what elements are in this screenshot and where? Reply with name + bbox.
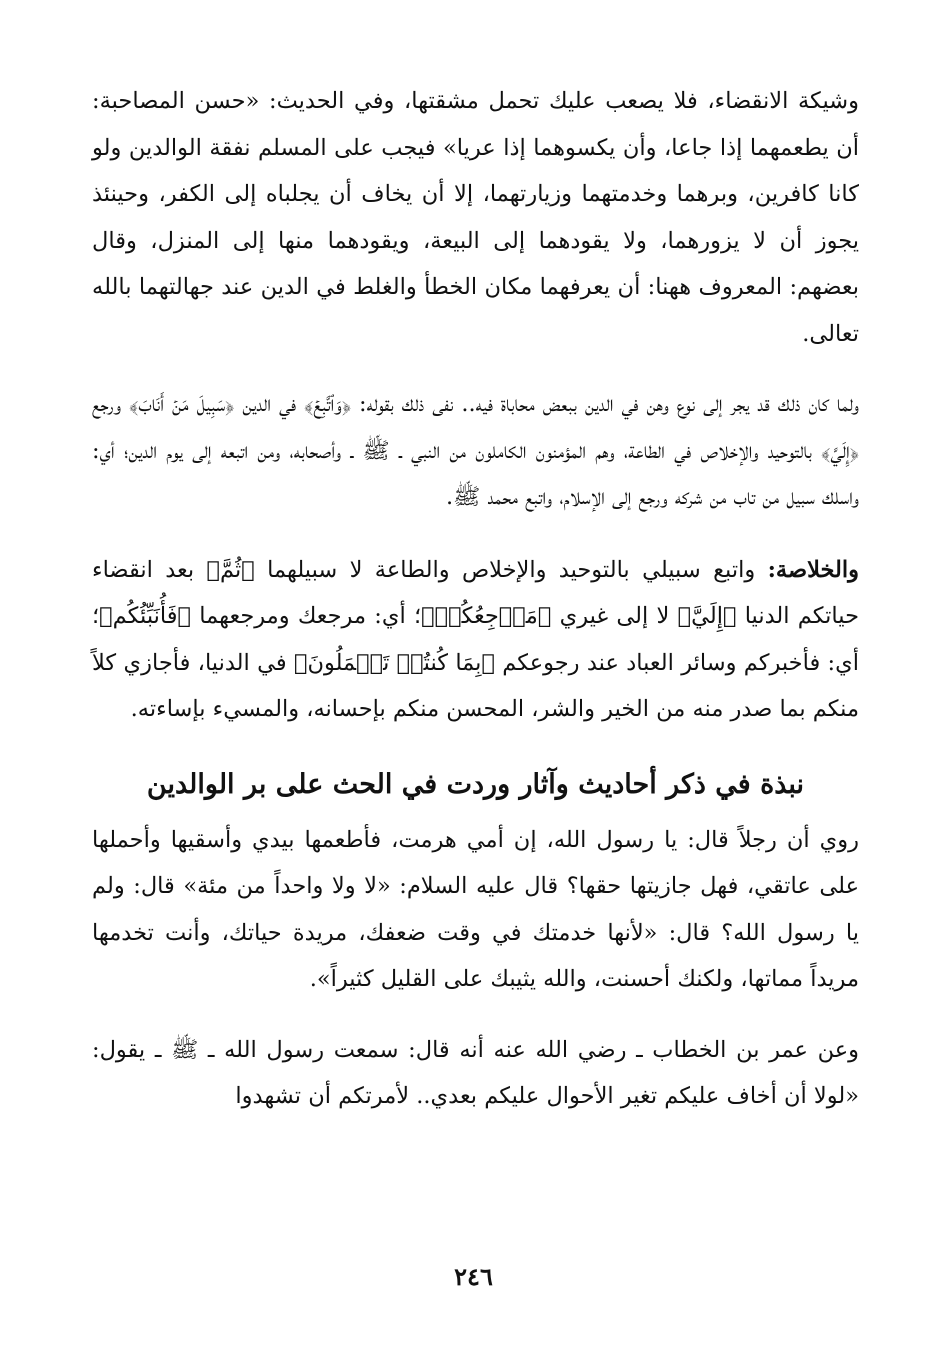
- paragraph-hadith-umar: وعن عمر بن الخطاب ـ رضي الله عنه أنه قال: سمعت رسول الله ـ ﷺ ـ يقول: «لولا أن أخاف عليكم تغير الأحوال عليكم بعدي.. لأمرتكم أن تشهدوا: [92, 1036, 859, 1109]
- paragraph-intro: وشيكة الانقضاء، فلا يصعب عليك تحمل مشقتها، وفي الحديث: «حسن المصاحبة: أن يطعمهما إذا جاعا، وأن يكسوهما إذا عريا» فيجب على المسلم نفقة الوالدين ولو كانا كافرين، وبرهما وخدمتهما وزيارتهما، إلا أن يخاف أن يجلباه إلى الكفر، وحينئذ يجوز أن لا يزورهما، ولا يقودهما إلى البيعة، ويقودهما منها إلى المنزل، وقال بعضهم: المعروف ههنا: أن يعرفهما مكان الخطأ والغلط في الدين عند جهالتهما بالله تعالى.: [92, 88, 859, 347]
- summary-label: والخلاصة:: [767, 556, 859, 583]
- paragraph-hadith-mother: روي أن رجلاً قال: يا رسول الله، إن أمي هرمت، فأطعمها بيدي وأسقيها وأحملها على عاتقي، فهل جازيتها حقها؟ قال عليه السلام: «لا ولا واحداً من مئة» قال: ولم يا رسول الله؟ قال: «لأنها خدمتك في وقت ضعفك، مريدة حياتك، وأنت تخدمها مريداً مماتها، ولكنك أحسنت، والله يثيبك على القليل كثيراً».: [92, 826, 859, 992]
- section-heading: نبذة في ذكر أحاديث وآثار وردت في الحث على بر الوالدين: [146, 768, 805, 800]
- page-number: ٢٤٦: [454, 1262, 493, 1291]
- paragraph-summary: [92, 547, 859, 733]
- paragraph-quran-commentary: ولما كان ذلك قد يجر إلى نوع وهن في الدين ببعض محاباة فيه.. نفى ذلك بقوله: ﴿وَٱتَّبِعۡ﴾ في الدين ﴿سَبِيلَ مَنۡ أَنَابَ﴾ ورجع ﴿إِلَيَّ﴾ بالتوحيد والإخلاص في الطاعة، وهم المؤمنون الكاملون من النبي ـ ﷺ ـ وأصحابه، ومن اتبعه إلى يوم الدين؛ أي: واسلك سبيل من تاب من شركه ورجع إلى الإسلام، واتبع محمد ﷺ.: [92, 391, 859, 510]
- summary-text: واتبع سبيلي بالتوحيد والإخلاص والطاعة لا سبيلهما ﴿ثُمَّ﴾ بعد انقضاء حياتكم الدنيا ﴿إِلَيَّ﴾ لا إلى غيري ﴿مَرۡجِعُكُمۡ﴾؛ أي: مرجعك ومرجعهما ﴿فَأُنَبِّئُكُم﴾؛ أي: فأخبركم وسائر العباد عند رجوعكم ﴿بِمَا كُنتُمۡ تَعۡمَلُونَ﴾ في الدنيا، فأجازي كلاً منكم بما صدر منه من الخير والشر، المحسن منكم بإحسانه، والمسيء بإساءته.: [92, 556, 859, 722]
